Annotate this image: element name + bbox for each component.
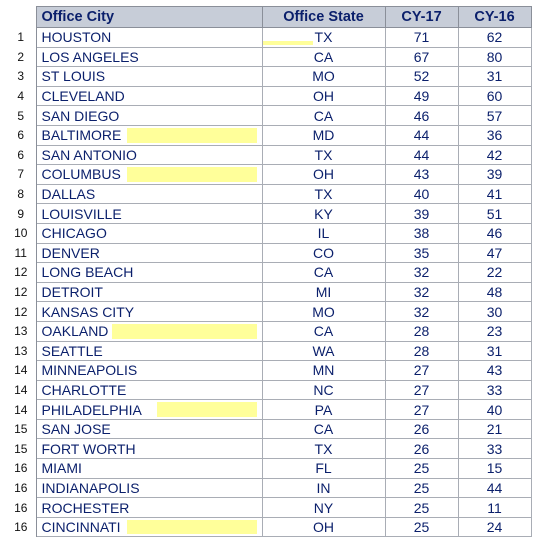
cell-cy17[interactable]: 44 — [385, 145, 458, 165]
table-row — [6, 459, 531, 479]
cell-cy17[interactable]: 49 — [385, 86, 458, 106]
cell-office-city[interactable] — [36, 517, 262, 537]
cell-cy17[interactable]: 26 — [385, 419, 458, 439]
cell-cy17[interactable]: 25 — [385, 478, 458, 498]
cell-office-state[interactable] — [262, 125, 385, 145]
cell-office-city[interactable] — [36, 400, 262, 420]
cell-cy16[interactable]: 22 — [458, 263, 531, 283]
row-rank: 15 — [6, 439, 36, 459]
cell-office-city[interactable] — [36, 498, 262, 518]
cell-cy17[interactable]: 28 — [385, 341, 458, 361]
city-name: BALTIMORE — [41, 127, 122, 144]
cell-office-state[interactable] — [262, 67, 385, 87]
table-row — [6, 380, 531, 400]
cell-office-state[interactable] — [262, 380, 385, 400]
cell-office-city[interactable] — [36, 341, 262, 361]
cell-cy17[interactable]: 27 — [385, 400, 458, 420]
cell-cy17[interactable]: 35 — [385, 243, 458, 263]
row-rank: 5 — [6, 106, 36, 126]
cell-cy16[interactable]: 33 — [458, 439, 531, 459]
cell-office-city[interactable] — [36, 302, 262, 322]
city-name: FORT WORTH — [41, 440, 136, 457]
state-code: NC — [313, 381, 334, 398]
header-office-state[interactable]: Office State — [262, 7, 385, 28]
header-row — [6, 7, 531, 28]
cell-cy16[interactable]: 30 — [458, 302, 531, 322]
table-row — [6, 125, 531, 145]
table-row — [6, 478, 531, 498]
cell-office-state[interactable] — [262, 302, 385, 322]
cell-cy16[interactable]: 33 — [458, 380, 531, 400]
city-name: CHARLOTTE — [41, 381, 127, 398]
cell-office-city[interactable] — [36, 478, 262, 498]
state-code: TX — [314, 440, 333, 457]
cell-office-city[interactable] — [36, 184, 262, 204]
city-name: LOUISVILLE — [41, 205, 122, 222]
table-row — [6, 302, 531, 322]
cell-cy17[interactable]: 32 — [385, 263, 458, 283]
cell-office-state[interactable] — [262, 459, 385, 479]
row-rank: 13 — [6, 321, 36, 341]
city-name: HOUSTON — [41, 29, 112, 46]
state-code: MN — [312, 362, 335, 379]
cell-office-city[interactable] — [36, 47, 262, 67]
row-rank: 2 — [6, 47, 36, 67]
cell-cy16[interactable]: 24 — [458, 517, 531, 537]
row-rank: 7 — [6, 165, 36, 185]
cell-office-state[interactable] — [262, 243, 385, 263]
city-name: DALLAS — [41, 186, 96, 203]
cell-cy16[interactable]: 44 — [458, 478, 531, 498]
cell-office-state[interactable] — [262, 282, 385, 302]
city-name: CHICAGO — [41, 225, 107, 242]
cell-office-city[interactable] — [36, 106, 262, 126]
city-name: MINNEAPOLIS — [41, 362, 138, 379]
state-code: CA — [313, 264, 334, 281]
cell-office-state[interactable] — [262, 145, 385, 165]
cell-office-city[interactable] — [36, 459, 262, 479]
row-rank: 12 — [6, 263, 36, 283]
cell-office-state[interactable] — [262, 184, 385, 204]
row-rank: 15 — [6, 419, 36, 439]
row-rank: 9 — [6, 204, 36, 224]
cell-cy17[interactable]: 40 — [385, 184, 458, 204]
cell-cy17[interactable]: 67 — [385, 47, 458, 67]
highlight-mark — [263, 41, 313, 45]
cell-office-city[interactable] — [36, 419, 262, 439]
cell-cy16[interactable]: 46 — [458, 223, 531, 243]
row-rank: 16 — [6, 498, 36, 518]
cell-office-state[interactable] — [262, 341, 385, 361]
row-rank: 4 — [6, 86, 36, 106]
cell-cy16[interactable]: 15 — [458, 459, 531, 479]
table-row — [6, 145, 531, 165]
city-name: KANSAS CITY — [41, 303, 135, 320]
cell-office-state[interactable] — [262, 204, 385, 224]
city-name: SEATTLE — [41, 342, 103, 359]
table-row — [6, 321, 531, 341]
cell-cy16[interactable]: 57 — [458, 106, 531, 126]
row-rank: 12 — [6, 302, 36, 322]
cell-office-city[interactable] — [36, 86, 262, 106]
state-code: IN — [316, 479, 331, 496]
table-row — [6, 263, 531, 283]
cell-cy17[interactable]: 25 — [385, 498, 458, 518]
state-code: TX — [314, 29, 333, 46]
city-name: PHILADELPHIA — [41, 401, 142, 418]
state-code: MO — [312, 303, 335, 320]
city-name: ROCHESTER — [41, 499, 130, 516]
city-name: CINCINNATI — [41, 519, 121, 536]
cell-cy17[interactable]: 28 — [385, 321, 458, 341]
row-rank: 6 — [6, 125, 36, 145]
cell-cy17[interactable]: 27 — [385, 380, 458, 400]
state-code: CA — [313, 48, 334, 65]
city-name: SAN JOSE — [41, 421, 111, 438]
state-code: IL — [317, 225, 330, 242]
state-code: CO — [313, 244, 334, 261]
cell-office-state[interactable] — [262, 439, 385, 459]
row-rank: 14 — [6, 380, 36, 400]
city-name: SAN DIEGO — [41, 107, 120, 124]
cell-office-state[interactable] — [262, 419, 385, 439]
cell-cy17[interactable]: 46 — [385, 106, 458, 126]
header-cy16[interactable]: CY-16 — [458, 7, 531, 28]
office-city-table — [6, 6, 532, 537]
cell-office-city[interactable] — [36, 165, 262, 185]
cell-office-city[interactable] — [36, 67, 262, 87]
state-code: TX — [314, 186, 333, 203]
cell-cy17[interactable]: 52 — [385, 67, 458, 87]
table-row — [6, 439, 531, 459]
table-row — [6, 361, 531, 381]
row-rank: 16 — [6, 459, 36, 479]
row-rank: 10 — [6, 223, 36, 243]
state-code: MI — [315, 284, 332, 301]
table-row — [6, 243, 531, 263]
cell-office-state[interactable] — [262, 165, 385, 185]
cell-office-city[interactable] — [36, 321, 262, 341]
cell-cy16[interactable]: 42 — [458, 145, 531, 165]
cell-office-city[interactable] — [36, 439, 262, 459]
state-code: FL — [315, 460, 332, 477]
cell-office-city[interactable] — [36, 125, 262, 145]
table-row — [6, 204, 531, 224]
cell-cy17[interactable]: 44 — [385, 125, 458, 145]
city-name: DENVER — [41, 244, 100, 261]
row-rank: 3 — [6, 67, 36, 87]
row-rank: 11 — [6, 243, 36, 263]
state-code: OH — [313, 166, 334, 183]
row-rank: 6 — [6, 145, 36, 165]
cell-cy16[interactable]: 43 — [458, 361, 531, 381]
state-code: MD — [312, 127, 335, 144]
state-code: CA — [313, 323, 334, 340]
cell-office-city[interactable] — [36, 263, 262, 283]
cell-cy17[interactable]: 26 — [385, 439, 458, 459]
state-code: CA — [313, 421, 334, 438]
cell-office-state[interactable] — [262, 400, 385, 420]
row-rank: 1 — [6, 28, 36, 48]
cell-cy16[interactable]: 40 — [458, 400, 531, 420]
cell-cy17[interactable]: 39 — [385, 204, 458, 224]
header-cy17[interactable]: CY-17 — [385, 7, 458, 28]
table-row — [6, 28, 531, 48]
city-name: MIAMI — [41, 460, 82, 477]
cell-office-state[interactable] — [262, 517, 385, 537]
state-code: OH — [313, 519, 334, 536]
city-name: ST LOUIS — [41, 68, 106, 85]
table-row — [6, 184, 531, 204]
cell-cy17[interactable]: 32 — [385, 302, 458, 322]
cell-office-city[interactable] — [36, 361, 262, 381]
cell-cy16[interactable]: 48 — [458, 282, 531, 302]
cell-cy17[interactable]: 25 — [385, 517, 458, 537]
cell-office-state[interactable] — [262, 478, 385, 498]
row-rank: 16 — [6, 478, 36, 498]
table-row — [6, 86, 531, 106]
row-rank: 14 — [6, 361, 36, 381]
table-row — [6, 419, 531, 439]
cell-office-city[interactable] — [36, 28, 262, 48]
cell-office-state[interactable] — [262, 86, 385, 106]
cell-cy16[interactable]: 80 — [458, 47, 531, 67]
state-code: TX — [314, 146, 333, 163]
city-name: CLEVELAND — [41, 88, 125, 105]
cell-office-city[interactable] — [36, 223, 262, 243]
cell-cy16[interactable]: 51 — [458, 204, 531, 224]
row-rank: 14 — [6, 400, 36, 420]
cell-cy16[interactable]: 31 — [458, 341, 531, 361]
cell-office-state[interactable] — [262, 321, 385, 341]
row-rank: 8 — [6, 184, 36, 204]
state-code: OH — [313, 88, 334, 105]
rank-header-blank — [6, 7, 36, 28]
table-row — [6, 67, 531, 87]
highlight-mark — [127, 128, 257, 143]
city-name: COLUMBUS — [41, 166, 121, 183]
table-row — [6, 282, 531, 302]
cell-office-city[interactable] — [36, 282, 262, 302]
cell-office-state[interactable] — [262, 223, 385, 243]
table-row — [6, 498, 531, 518]
state-code: CA — [313, 107, 334, 124]
cell-cy16[interactable]: 21 — [458, 419, 531, 439]
cell-cy17[interactable]: 71 — [385, 28, 458, 48]
row-rank: 16 — [6, 517, 36, 537]
table-row — [6, 400, 531, 420]
cell-cy17[interactable]: 25 — [385, 459, 458, 479]
cell-cy17[interactable]: 32 — [385, 282, 458, 302]
city-name: DETROIT — [41, 284, 103, 301]
cell-cy17[interactable]: 43 — [385, 165, 458, 185]
city-name: SAN ANTONIO — [41, 146, 137, 163]
state-code: KY — [314, 205, 333, 222]
cell-office-city[interactable] — [36, 380, 262, 400]
table-row — [6, 47, 531, 67]
highlight-mark — [157, 402, 257, 417]
cell-office-state[interactable] — [262, 498, 385, 518]
highlight-mark — [112, 324, 257, 339]
cell-office-state[interactable] — [262, 28, 385, 48]
table-row — [6, 517, 531, 537]
cell-cy16[interactable]: 60 — [458, 86, 531, 106]
cell-office-city[interactable] — [36, 145, 262, 165]
row-rank: 12 — [6, 282, 36, 302]
cell-cy16[interactable]: 62 — [458, 28, 531, 48]
state-code: PA — [314, 401, 333, 418]
table-row — [6, 165, 531, 185]
city-name: INDIANAPOLIS — [41, 479, 140, 496]
cell-cy16[interactable]: 36 — [458, 125, 531, 145]
cell-office-state[interactable] — [262, 106, 385, 126]
state-code: MO — [312, 68, 335, 85]
cell-office-state[interactable] — [262, 263, 385, 283]
cell-cy16[interactable]: 41 — [458, 184, 531, 204]
state-code: NY — [313, 499, 334, 516]
cell-office-city[interactable] — [36, 204, 262, 224]
table-row — [6, 106, 531, 126]
cell-office-state[interactable] — [262, 361, 385, 381]
highlight-mark — [127, 167, 257, 182]
highlight-mark — [127, 520, 257, 535]
cell-cy17[interactable]: 27 — [385, 361, 458, 381]
cell-office-state[interactable] — [262, 47, 385, 67]
table-row — [6, 341, 531, 361]
cell-office-city[interactable] — [36, 243, 262, 263]
header-office-city[interactable]: Office City — [36, 7, 262, 28]
cell-cy16[interactable]: 47 — [458, 243, 531, 263]
table-row — [6, 223, 531, 243]
city-name: LONG BEACH — [41, 264, 134, 281]
state-code: WA — [312, 342, 335, 359]
cell-cy17[interactable]: 38 — [385, 223, 458, 243]
city-name: OAKLAND — [41, 323, 109, 340]
cell-cy16[interactable]: 11 — [458, 498, 531, 518]
cell-cy16[interactable]: 39 — [458, 165, 531, 185]
cell-cy16[interactable]: 31 — [458, 67, 531, 87]
city-name: LOS ANGELES — [41, 48, 139, 65]
cell-cy16[interactable]: 23 — [458, 321, 531, 341]
row-rank: 13 — [6, 341, 36, 361]
